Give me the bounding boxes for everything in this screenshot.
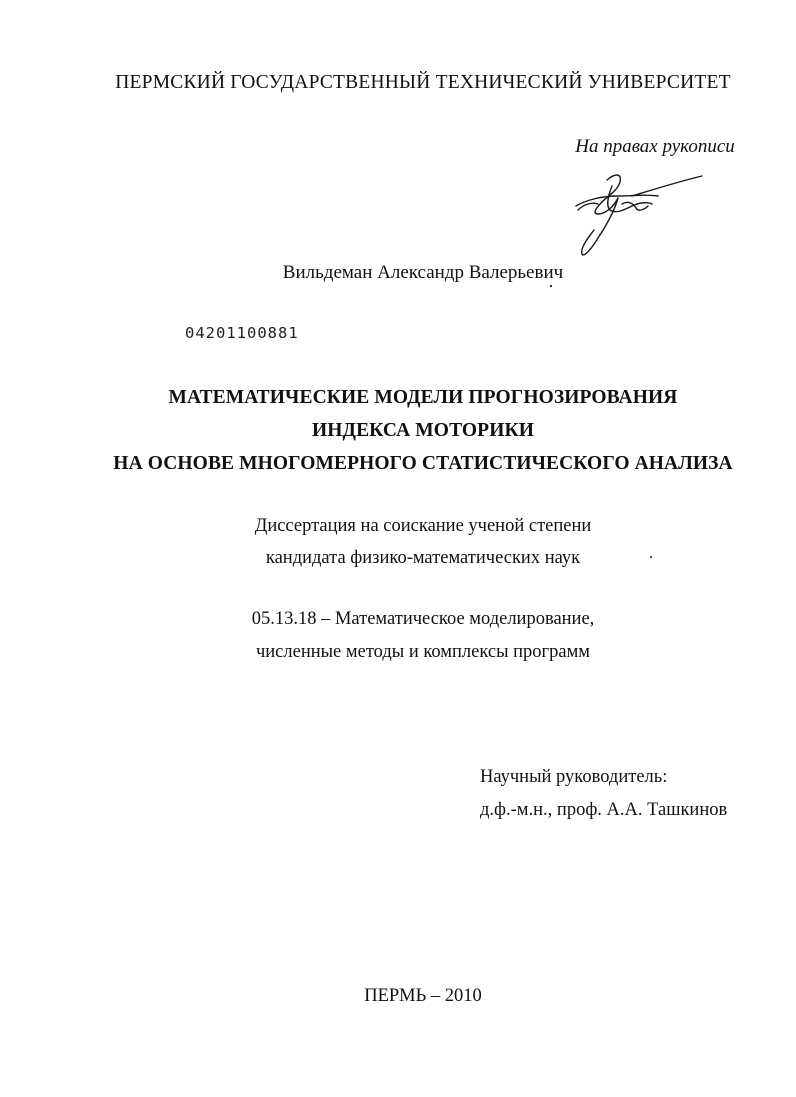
- thesis-title-line-1: МАТЕМАТИЧЕСКИЕ МОДЕЛИ ПРОГНОЗИРОВАНИЯ: [168, 387, 678, 408]
- scan-mark: [550, 285, 552, 287]
- degree-line-1: Диссертация на соискание ученой степени: [254, 516, 592, 536]
- scan-mark: [650, 556, 652, 558]
- author-name: Вильдеман Александр Валерьевич: [282, 262, 564, 283]
- specialty-line-1: 05.13.18 – Математическое моделирование,: [251, 609, 595, 629]
- city-year: ПЕРМЬ – 2010: [364, 986, 482, 1006]
- catalog-id: 04201100881: [185, 324, 299, 342]
- thesis-title-line-3: НА ОСНОВЕ МНОГОМЕРНОГО СТАТИСТИЧЕСКОГО АНАЛИЗА: [113, 453, 733, 474]
- thesis-title-line-2: ИНДЕКСА МОТОРИКИ: [312, 420, 534, 441]
- supervisor-name: д.ф.-м.н., проф. А.А. Ташкинов: [480, 800, 728, 820]
- degree-line-2: кандидата физико-математических наук: [265, 548, 581, 568]
- manuscript-note: На правах рукописи: [575, 136, 735, 157]
- supervisor-label: Научный руководитель:: [480, 767, 668, 787]
- specialty-line-2: численные методы и комплексы программ: [255, 642, 591, 662]
- university-name: ПЕРМСКИЙ ГОСУДАРСТВЕННЫЙ ТЕХНИЧЕСКИЙ УНИВЕРСИТЕТ: [115, 72, 731, 93]
- author-signature: [562, 166, 712, 266]
